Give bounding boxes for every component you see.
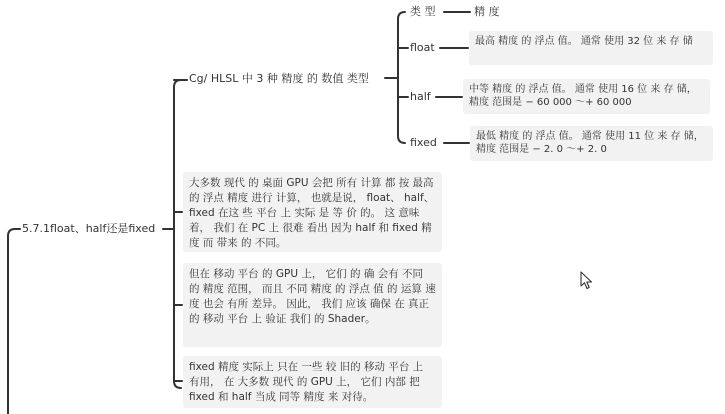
paragraph-3-text: fixed 精度 实际上 只在 一些 较 旧的 移动 平台 上 有用， 在 大多数 现代 的 GPU 上， 它们 内部 把 fixed 和 half 当成 同等 精度 来 对待。 bbox=[189, 361, 424, 403]
paragraph-3[interactable] bbox=[183, 356, 442, 408]
types-topic-label: Cg/ HLSL 中 3 种 精度 的 数值 类型 bbox=[189, 72, 369, 85]
precision-header-node[interactable] bbox=[474, 4, 500, 19]
fixed-detail-box[interactable] bbox=[470, 126, 713, 161]
fixed-node[interactable] bbox=[410, 135, 437, 150]
root-topic[interactable] bbox=[22, 221, 155, 236]
types-topic[interactable] bbox=[189, 71, 369, 86]
half-label: half bbox=[410, 90, 431, 103]
half-detail-text: 中等 精度 的 浮点 值。 通常 使用 16 位 来 存 储， 精度 范围是 − 60 000 ～+ 60 000 bbox=[469, 84, 697, 108]
fixed-detail-text: 最低 精度 的 浮点 值。 通常 使用 11 位 来 存 储， 精度 范围是 − 2. 0 ～+ 2. 0 bbox=[476, 131, 704, 155]
half-detail-box[interactable] bbox=[463, 79, 710, 114]
float-detail-text: 最高 精度 的 浮点 值。 通常 使用 32 位 来 存 储 bbox=[475, 36, 693, 47]
half-node[interactable] bbox=[410, 89, 431, 104]
float-node[interactable] bbox=[410, 40, 435, 55]
paragraph-2[interactable] bbox=[183, 263, 442, 347]
paragraph-2-text: 但在 移动 平台 的 GPU 上， 它们 的 确 会有 不同 的 精度 范围， 而且 不同 精度 的 浮点 值 的 运算 速度 也会 有所 差异。 因此， 我们 应该 确保 在 真正 的 移动 平台 上 验证 我们 的 Shader。 bbox=[189, 268, 436, 325]
type-header-node[interactable] bbox=[410, 4, 436, 19]
fixed-label: fixed bbox=[410, 136, 437, 149]
paragraph-1-text: 大多数 现代 的 桌面 GPU 会把 所有 计算 都 按 最高 的 浮点 精度 进行 计算， 也就是说， float、 half、 fixed 在这 些 平台 上 实际 是 等 价 的。 这 意味着， 我们 在 PC 上 很难 看出 因为 half 和 fixed 精度 而 带来 的 不同。 bbox=[189, 177, 435, 249]
type-header-label: 类 型 bbox=[410, 5, 436, 18]
precision-header-label: 精 度 bbox=[474, 5, 500, 18]
paragraph-1[interactable] bbox=[183, 172, 442, 252]
float-label: float bbox=[410, 41, 435, 54]
mouse-pointer-icon bbox=[580, 271, 594, 291]
root-topic-label: 5.7.1float、half还是fixed bbox=[22, 222, 156, 235]
float-detail-box[interactable] bbox=[469, 31, 713, 65]
